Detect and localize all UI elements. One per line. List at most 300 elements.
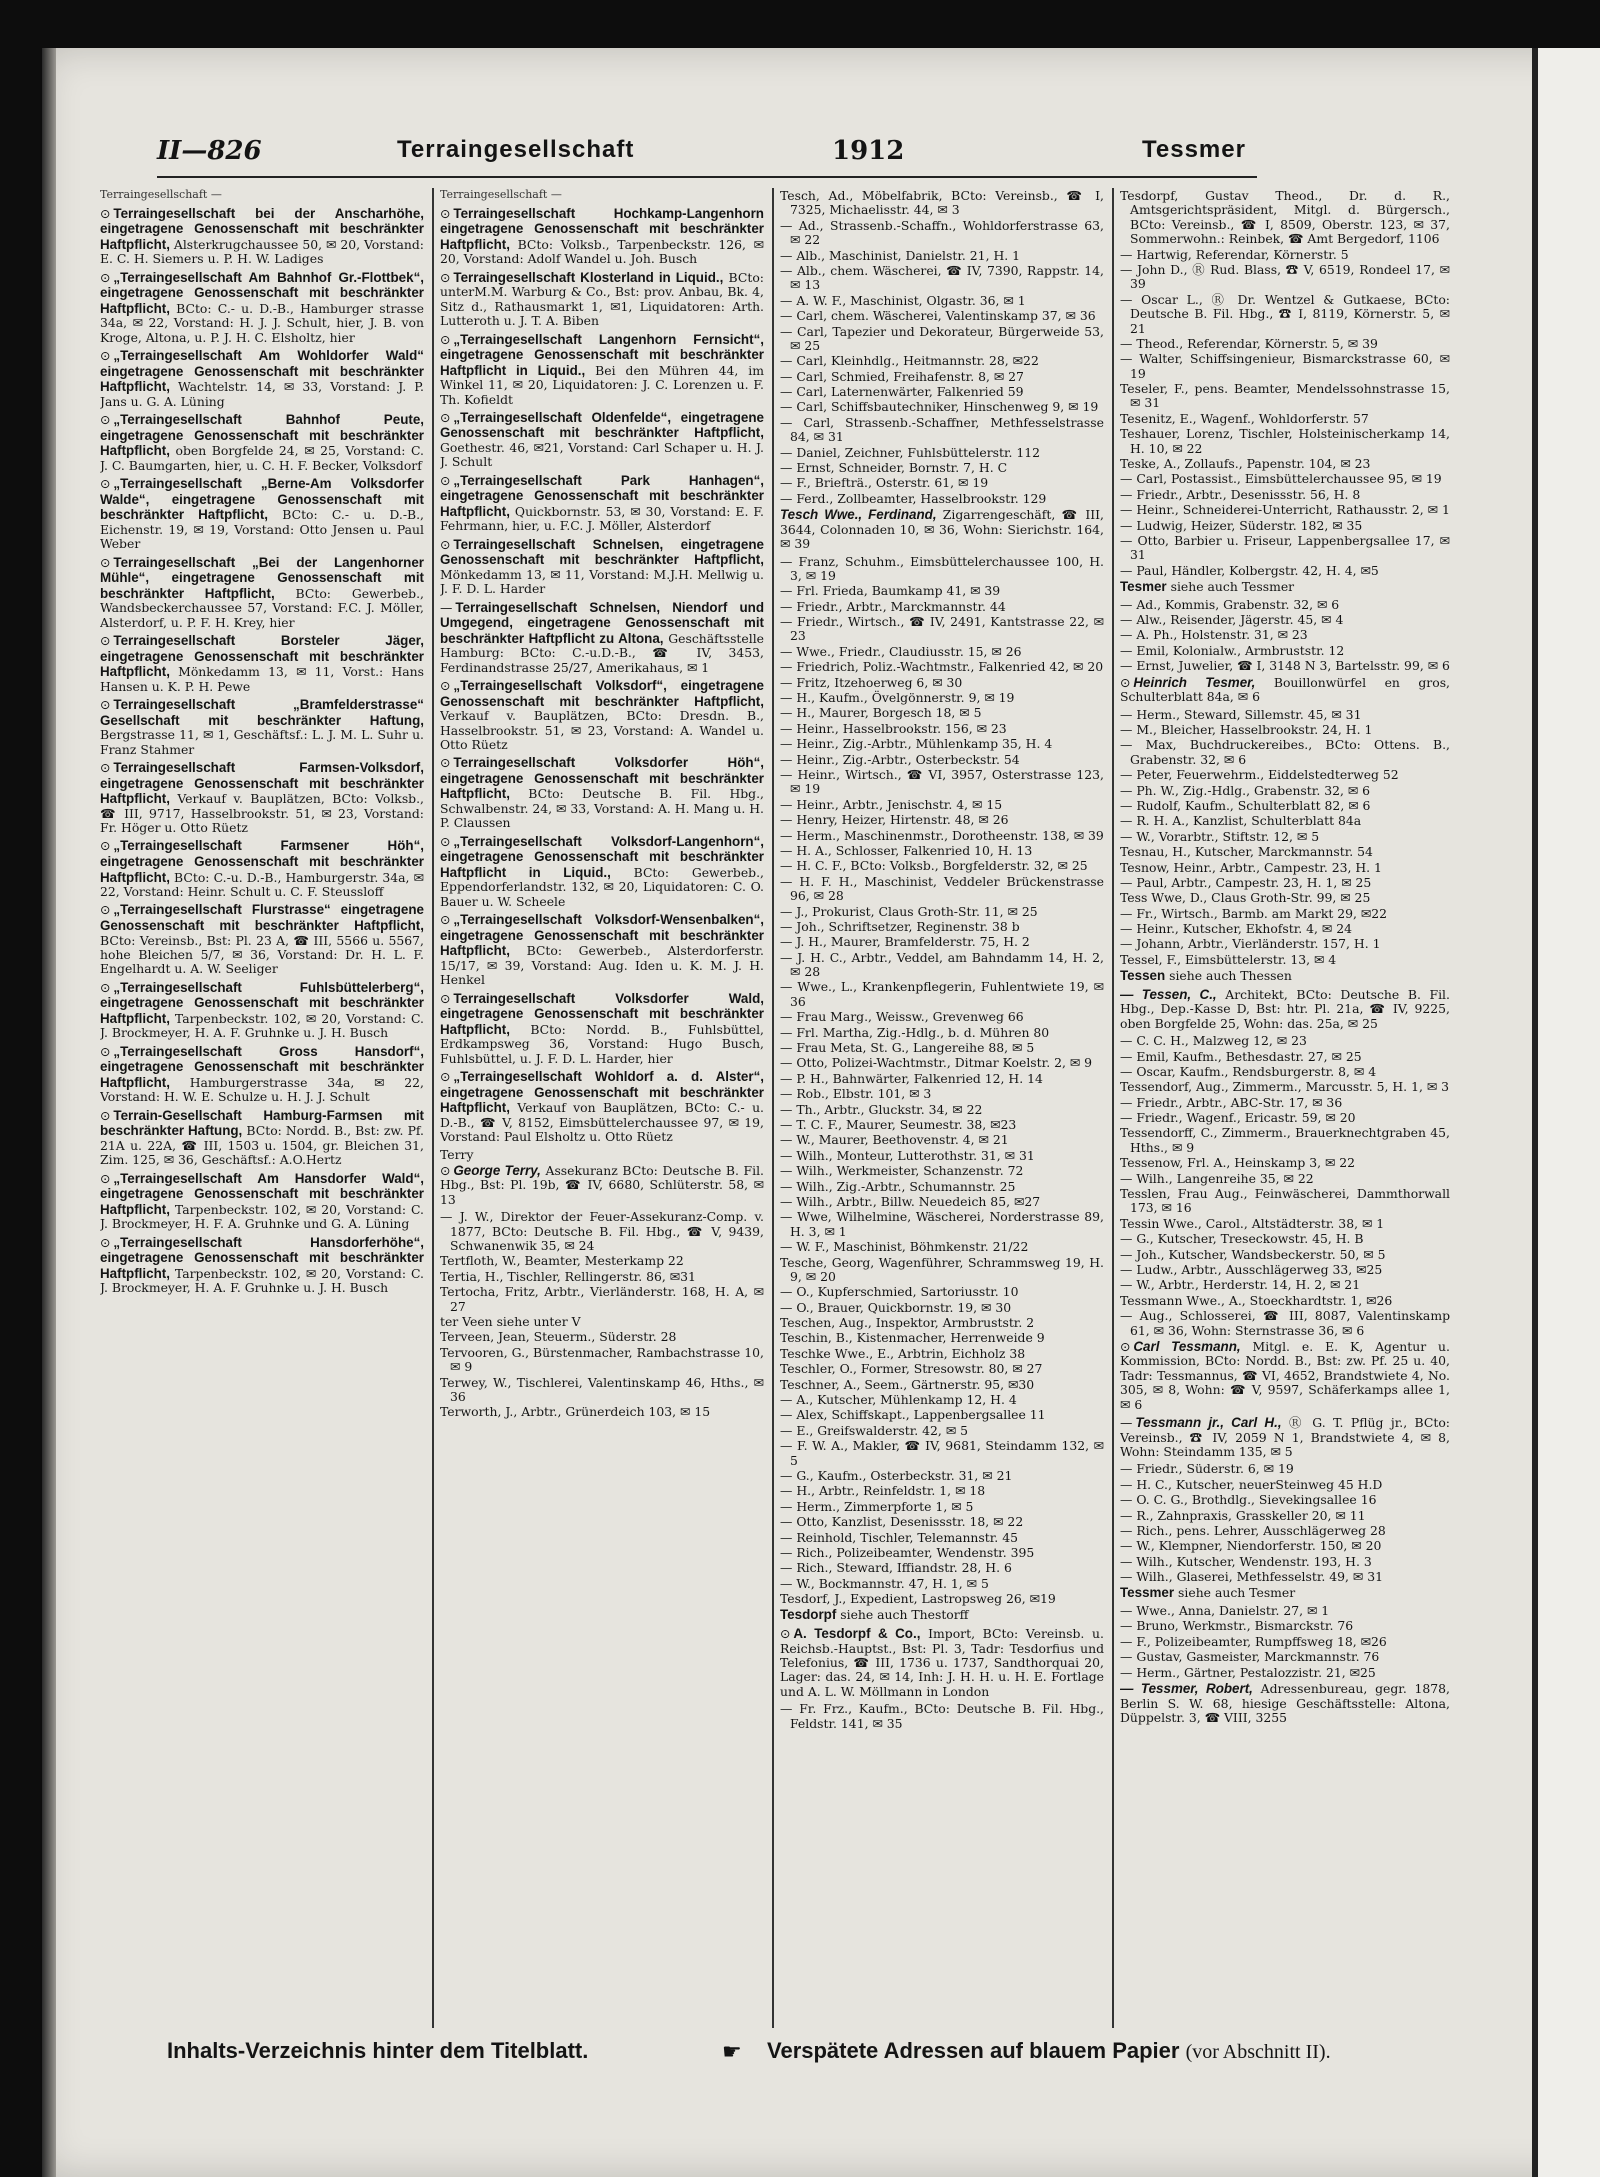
entry-details: Alsterkrugchaussee 50, ✉ 20, Vorstand: E. C. H. Siemers u. P. H. W. Ladiges (100, 236, 424, 267)
entry-details: — Herm., Zimmerpforte 1, ✉ 5 (780, 1498, 974, 1514)
entry-firm-name: „Terraingesellschaft Wohldorf a. d. Alster“, eingetragene Genossenschaft mit beschränkter Haftpflicht, (440, 1069, 764, 1116)
directory-entry (780, 813, 1104, 827)
directory-entry (1120, 644, 1450, 658)
directory-entry (780, 309, 1104, 323)
directory-entry (1120, 1635, 1450, 1649)
directory-entry (1120, 1156, 1450, 1170)
directory-entry (780, 416, 1104, 445)
entry-details: — E., Greifswalderstr. 42, ✉ 5 (780, 1422, 969, 1438)
directory-entry (1120, 907, 1450, 921)
directory-entry (780, 722, 1104, 736)
registered-firm-mark-icon: ⊙ (100, 412, 111, 428)
entry-firm-name: Terrain-Gesellschaft Hamburg-Farmsen mit beschränkter Haftung, (100, 1107, 424, 1139)
entry-firm-name: Carl Tessmann, (1133, 1338, 1241, 1354)
directory-entry (780, 859, 1104, 873)
entry-details: — Walter, Schiffsingenieur, Bismarckstrasse 60, ✉ 19 (1120, 351, 1450, 381)
entry-details: — Carl, Kleinhdlg., Heitmannstr. 28, ✉22 (780, 353, 1039, 369)
directory-entry (1120, 519, 1450, 533)
entry-details: — Ernst, Juwelier, ☎ I, 3148 N 3, Bartelsstr. 99, ✉ 6 (1120, 658, 1450, 674)
directory-entry (780, 1164, 1104, 1178)
registered-firm-mark-icon: ⊙ (100, 760, 111, 776)
registered-firm-mark-icon: ⊙ (100, 1107, 111, 1123)
directory-entry (780, 753, 1104, 767)
directory-entry (100, 1235, 424, 1296)
entry-details: — Carl, Strassenb.-Schaffner, Methfesselstrasse 84, ✉ 31 (780, 414, 1104, 445)
directory-entry (440, 1210, 764, 1253)
entry-details: — Heinr., Zig.-Arbtr., Osterbeckstr. 54 (780, 751, 1020, 767)
entry-details: Geschäftsstelle Hamburg: BCto: C.-u.D.-B., ☎ IV, 3453, Ferdinandstrasse 25/27, Amerikahaus, ✉ 1 (440, 630, 764, 675)
adjacent-page-edge (1532, 48, 1600, 2177)
entry-firm-name: „Terraingesellschaft Am Wohldorfer Wald“ eingetragene Genossenschaft mit beschränkter Haftpflicht, (100, 348, 424, 395)
directory-entry (780, 798, 1104, 812)
directory-entry (780, 1408, 1104, 1422)
registered-firm-mark-icon: ⊙ (100, 1043, 111, 1059)
footer-late-addresses-note (767, 2038, 1331, 2064)
entry-details: — Joh., Kutscher, Wandsbeckerstr. 50, ✉ 5 (1120, 1246, 1386, 1262)
directory-entry (1120, 1217, 1450, 1231)
entry-details: — Emil, Kolonialw., Armbruststr. 12 (1120, 642, 1345, 658)
entry-firm-name: Heinrich Tesmer, (1133, 674, 1256, 690)
entry-details: — H. A., Schlosser, Falkenried 10, H. 13 (780, 842, 1033, 858)
entry-details: — Friedr., Arbtr., Marckmannstr. 44 (780, 598, 1006, 614)
directory-entry (440, 1270, 764, 1284)
entry-details: — Carl, chem. Wäscherei, Valentinskamp 37, ✉ 36 (780, 308, 1096, 324)
entry-firm-name: — Tessmer, Robert, (1120, 1680, 1253, 1696)
entry-firm-name: „Terraingesellschaft Oldenfelde“, eingetragene Genossenschaft mit beschränkter Haftpflicht, (440, 409, 764, 441)
directory-entry (440, 755, 764, 830)
entry-details: BCto: Vereinsb., Bst: Pl. 23 A, ☎ III, 5566 u. 5567, hohe Bleichen 5/7, ✉ 36, Vorstand: Dr. H. L. F. Engelhardt u. A. W. Seeliger (100, 932, 424, 977)
directory-entry (780, 951, 1104, 980)
column-running-head: Terraingesellschaft — (440, 188, 562, 201)
directory-entry (780, 1702, 1104, 1731)
entry-details: Verkauf von Bauplätzen, BCto: C.- u. D.-B., ☎ V, 8152, Eimsbüttelerchaussee 97, ✉ 19, Vorstand: Paul Elsholtz u. Otto Rüetz (440, 1100, 764, 1145)
directory-entry (440, 1069, 764, 1144)
directory-entry (1120, 1050, 1450, 1064)
entry-details: — W., Arbtr., Herderstr. 14, H. 2, ✉ 21 (1120, 1277, 1361, 1293)
entry-details: Tarpenbeckstr. 102, ✉ 20, Vorstand: C. J. Brockmeyer, H. A. F. Gruhnke u. J. H. Busch (100, 1265, 424, 1296)
directory-entry (780, 1362, 1104, 1376)
entry-details: — Heinr., Wirtsch., ☎ VI, 3957, Osterstrasse 123, ✉ 19 (780, 767, 1104, 797)
entry-details: — G., Kutscher, Treseckowstr. 45, H. B (1120, 1231, 1364, 1247)
entry-details: Terwey, W., Tischlerei, Valentinskamp 46, Hths., ✉ 36 (440, 1374, 764, 1404)
directory-entry (1120, 1650, 1450, 1664)
entry-firm-name: Terraingesellschaft „Bei der Langenhorner Mühle“, eingetragene Genossenschaft mit beschränkter Haftpflicht, (100, 554, 424, 601)
entry-details: BCto: unterM.M. Warburg & Co., Bst: prov. Anbau, Bk. 4, Sitz d., Rathausmarkt 1, ✉1, Liquidatoren: Arth. Lutteroth u. J. T. A. Biben (440, 269, 764, 329)
entry-details: Terworth, J., Arbtr., Grünerdeich 103, ✉ 15 (440, 1404, 711, 1420)
directory-entry (780, 645, 1104, 659)
directory-entry (1120, 1619, 1450, 1633)
entry-details: — H., Kaufm., Övelgönnerstr. 9, ✉ 19 (780, 690, 1015, 706)
directory-entry (1120, 1065, 1450, 1079)
entry-firm-name: „Terraingesellschaft Flurstrasse“ eingetragene Genossenschaft mit beschränkter Haftpflicht, (100, 902, 424, 934)
entry-details: — A. Ph., Holstenstr. 31, ✉ 23 (1120, 627, 1308, 643)
registered-firm-mark-icon: ⊙ (100, 838, 111, 854)
registered-firm-mark-icon: ⊙ (100, 697, 111, 713)
entry-details: — Theod., Referendar, Körnerstr. 5, ✉ 39 (1120, 335, 1378, 351)
directory-entry (100, 1108, 424, 1168)
column-divider (432, 188, 434, 2028)
directory-entry (1120, 1555, 1450, 1569)
entry-details: — W., Klempner, Niendorferstr. 150, ✉ 20 (1120, 1538, 1382, 1554)
registered-firm-mark-icon: ⊙ (440, 269, 451, 285)
directory-entry (440, 912, 764, 987)
directory-entry (1120, 628, 1450, 642)
entry-details: BCto: C.-u. D.-B., Hamburgerstr. 34a, ✉ 22, Vorstand: Heinr. Schult u. C. F. Steussloff (100, 869, 424, 900)
entry-details: Verkauf v. Bauplätzen, BCto: Dresdn. B., Hasselbrookstr. 51, ✉ 23, Vorstand: A. Wandel u. Otto Rüetz (440, 708, 764, 752)
directory-entry (1120, 799, 1450, 813)
entry-details: — Rich., Polizeibeamter, Wendenstr. 395 (780, 1544, 1035, 1560)
directory-entry (780, 1256, 1104, 1285)
directory-entry (1120, 814, 1450, 828)
entry-details: siehe auch Tesmer (1178, 1585, 1296, 1601)
directory-entry (1120, 1034, 1450, 1048)
registered-firm-mark-icon: ⊙ (100, 205, 111, 221)
directory-entry (1120, 1263, 1450, 1277)
entry-details: — F., Polizeibeamter, Rumpffsweg 18, ✉26 (1120, 1633, 1387, 1649)
registered-firm-mark-icon: ⊙ (440, 755, 451, 771)
entry-details: — Henry, Heizer, Hirtenstr. 48, ✉ 26 (780, 812, 1009, 828)
registered-firm-mark-icon: ⊙ (440, 1162, 451, 1178)
entry-details: oben Borgfelde 24, ✉ 25, Vorstand: C. J. C. Baumgarten, hier, u. C. H. F. Becker, Volksdorf (100, 443, 424, 473)
entry-details: — Paul, Händler, Kolbergstr. 42, H. 4, ✉5 (1120, 562, 1379, 578)
entry-details: Tertocha, Fritz, Arbtr., Vierländerstr. 168, H. A, ✉ 27 (440, 1284, 764, 1314)
entry-details: Tarpenbeckstr. 102, ✉ 20, Vorstand: C. J. Brockmeyer, H. F. A. Gruhnke und G. A. Lüning (100, 1201, 424, 1232)
entry-details: — Alex, Schiffskapt., Lappenbergsallee 11 (780, 1407, 1046, 1423)
directory-entry (1120, 248, 1450, 262)
directory-page (42, 48, 1594, 2177)
entry-firm-name: Terraingesellschaft Borsteler Jäger, eingetragene Genossenschaft mit beschränkter Haftpflicht, (100, 633, 424, 680)
directory-entry (780, 219, 1104, 248)
entry-details: Tessel, F., Eimsbüttelerstr. 13, ✉ 4 (1120, 951, 1337, 967)
entry-firm-name: Terraingesellschaft Farmsen-Volksdorf, eingetragene Genossenschaft mit beschränkter Haftpflicht, (100, 760, 424, 807)
directory-entry (1120, 1309, 1450, 1338)
entry-details: — Franz, Schuhm., Eimsbüttelerchaussee 100, H. 3, ✉ 19 (780, 553, 1104, 583)
directory-entry (1120, 427, 1450, 456)
header-last-entry: Tessmer (1142, 136, 1246, 163)
entry-details: — H., Maurer, Borgesch 18, ✉ 5 (780, 705, 982, 721)
directory-entry (1120, 1096, 1450, 1110)
column-divider (1112, 188, 1114, 2028)
entry-details: Tervooren, G., Bürstenmacher, Rambachstrasse 10, ✉ 9 (440, 1344, 764, 1375)
entry-details: — Daniel, Zeichner, Fuhlsbüttelerstr. 112 (780, 444, 1041, 460)
entry-details: — O. C. G., Brothdlg., Sievekingsallee 16 (1120, 1492, 1377, 1508)
entry-details: — R., Zahnpraxis, Grasskeller 20, ✉ 11 (1120, 1507, 1366, 1523)
entry-details: Tesslen, Frau Aug., Feinwäscherei, Dammthorwall 173, ✉ 16 (1120, 1186, 1450, 1216)
directory-entry (440, 473, 764, 534)
entry-details: — Ferd., Zollbeamter, Hasselbrookstr. 129 (780, 490, 1047, 506)
directory-entry (1120, 293, 1450, 336)
entry-details: Tertia, H., Tischler, Rellingerstr. 86, ✉31 (440, 1268, 696, 1284)
directory-entry (780, 737, 1104, 751)
entry-details: — Herm., Steward, Sillemstr. 45, ✉ 31 (1120, 706, 1362, 722)
entry-details: — Wilh., Zig.-Arbtr., Schumannstr. 25 (780, 1178, 1016, 1194)
registered-firm-mark-icon: ⊙ (100, 979, 111, 995)
entry-details: — Gustav, Gasmeister, Marckmannstr. 76 (1120, 1649, 1380, 1665)
footer-late-addresses-text: Verspätete Adressen auf blauem Papier (767, 2038, 1180, 2063)
directory-entry (780, 920, 1104, 934)
directory-entry (1120, 1248, 1450, 1262)
entry-details: — Herm., Maschinenmstr., Dorotheenstr. 138, ✉ 39 (780, 827, 1104, 843)
column-4 (1120, 183, 1450, 2039)
directory-entry (780, 1592, 1104, 1606)
entry-details: Tessendorf, Aug., Zimmerm., Marcusstr. 5, H. 1, ✉ 3 (1120, 1079, 1450, 1095)
directory-entry (1120, 1570, 1450, 1584)
registered-firm-mark-icon: ⊙ (440, 1069, 451, 1085)
entry-details: — W., Vorarbtr., Stiftstr. 12, ✉ 5 (1120, 828, 1320, 844)
registered-firm-mark-icon: ⊙ (100, 902, 111, 918)
entry-details: — Carl, Schiffsbautechniker, Hinschenweg 9, ✉ 19 (780, 399, 1099, 415)
entry-details: — Heinr., Arbtr., Jenischstr. 4, ✉ 15 (780, 796, 1003, 812)
directory-entry (1120, 953, 1450, 967)
directory-entry (1120, 876, 1450, 890)
book-spine-shadow (42, 48, 56, 2177)
directory-entry (780, 1378, 1104, 1392)
entry-firm-name: „Terraingesellschaft Am Hansdorfer Wald“, eingetragene Genossenschaft mit beschränkter Haftpflicht, (100, 1170, 424, 1217)
entry-details: — Ph. W., Zig.-Hdlg., Grabenstr. 32, ✉ 6 (1120, 782, 1371, 798)
directory-entry (780, 1561, 1104, 1575)
directory-entry (440, 1163, 764, 1207)
directory-entry (440, 991, 764, 1066)
entry-firm-name: Terraingesellschaft Hochkamp-Langenhorn eingetragene Genossenschaft mit beschränkter Haftpflicht, (440, 205, 764, 252)
directory-entry (1120, 1278, 1450, 1292)
entry-details: — Frau Meta, St. G., Langereihe 88, ✉ 5 (780, 1040, 1035, 1056)
directory-entry (780, 1180, 1104, 1194)
directory-entry (780, 1118, 1104, 1132)
directory-entry (780, 584, 1104, 598)
entry-details: — Johann, Arbtr., Vierländerstr. 157, H. 1 (1120, 936, 1381, 952)
entry-details: — A. W. F., Maschinist, Olgastr. 36, ✉ 1 (780, 292, 1026, 308)
directory-entry (1120, 1172, 1450, 1186)
directory-entry (780, 446, 1104, 460)
registered-firm-mark-icon: ⊙ (100, 1170, 111, 1186)
directory-entry (780, 1316, 1104, 1330)
entry-details: Tesdorf, J., Expedient, Lastropsweg 26, ✉19 (780, 1591, 1056, 1607)
entry-details: — Wwe, Wilhelmine, Wäscherei, Norderstrasse 89, H. 3, ✉ 1 (780, 1209, 1104, 1239)
entry-details: Tesnau, H., Kutscher, Marckmannstr. 54 (1120, 844, 1373, 860)
entry-details: — Oscar L., Ⓡ Dr. Wentzel & Gutkaese, BCto: Deutsche B. Fil. Hbg., ☎ I, 8119, Körnerstr. 5, ✉ 21 (1120, 291, 1450, 336)
directory-entry (1120, 503, 1450, 517)
entry-details: — Wwe., Friedr., Claudiusstr. 15, ✉ 26 (780, 643, 1022, 659)
directory-entry (1120, 1478, 1450, 1492)
directory-entry (440, 1376, 764, 1405)
directory-entry (1120, 1604, 1450, 1618)
column-divider (772, 188, 774, 2028)
entry-details: — Friedr., Süderstr. 6, ✉ 19 (1120, 1461, 1294, 1477)
registered-firm-mark-icon: ⊙ (440, 833, 451, 849)
directory-entry (1120, 534, 1450, 563)
entry-details: — Frl. Frieda, Baumkamp 41, ✉ 39 (780, 583, 1001, 599)
directory-entry (1120, 382, 1450, 411)
entry-details: — Heinr., Kutscher, Ekhofstr. 4, ✉ 24 (1120, 921, 1352, 937)
directory-entry (1120, 723, 1450, 737)
entry-details: Tessin Wwe., Carol., Altstädterstr. 38, ✉ 1 (1120, 1215, 1385, 1231)
entry-firm-name: „Terraingesellschaft Volksdorf“, eingetragene Genossenschaft mit beschränkter Haftpflicht, (440, 678, 764, 709)
entry-details: — G., Kaufm., Osterbeckstr. 31, ✉ 21 (780, 1467, 1013, 1483)
directory-entry (780, 1515, 1104, 1529)
entry-details: Tertfloth, W., Beamter, Mesterkamp 22 (440, 1253, 684, 1269)
entry-details: — Carl, Postassist., Eimsbüttelerchaussee 95, ✉ 19 (1120, 471, 1442, 487)
entry-details: Tesenitz, E., Wagenf., Wohldorferstr. 57 (1120, 410, 1369, 426)
entry-details: — Friedr., Arbtr., ABC-Str. 17, ✉ 36 (1120, 1094, 1343, 1110)
registered-firm-mark-icon: ⊙ (440, 678, 451, 694)
entry-firm-name: Terraingesellschaft Klosterland in Liquid., (453, 269, 724, 285)
entry-details: — Herm., Gärtner, Pestalozzistr. 21, ✉25 (1120, 1664, 1376, 1680)
entry-details: Tessenow, Frl. A., Heinskamp 3, ✉ 22 (1120, 1155, 1356, 1171)
entry-firm-name: „Terraingesellschaft Hansdorferhöhe“, eingetragene Genossenschaft mit beschränkter Haftpflicht, (100, 1234, 424, 1281)
entry-details: — M., Bleicher, Hasselbrookstr. 24, H. 1 (1120, 721, 1373, 737)
entry-firm-name: „Terraingesellschaft Fuhlsbüttelerberg“, eingetragene Genossenschaft mit beschränkter Haftpflicht, (100, 979, 424, 1026)
entry-details: siehe auch Tessmer (1170, 579, 1295, 595)
entry-details: — Fr. Frz., Kaufm., BCto: Deutsche B. Fil. Hbg., Feldstr. 141, ✉ 35 (780, 1701, 1104, 1731)
directory-entry (1120, 457, 1450, 471)
entry-firm-name: Tessen (1120, 968, 1166, 984)
directory-entry (1120, 1232, 1450, 1246)
entry-firm-name: Tessmann jr., Carl H., (1135, 1415, 1282, 1431)
registered-firm-mark-icon: ⊙ (440, 472, 451, 488)
entry-details: Tesche, Georg, Wagenführer, Schrammsweg 19, H. 9, ✉ 20 (780, 1254, 1104, 1284)
entry-details: — T. C. F., Maurer, Seumestr. 38, ✉23 (780, 1116, 1017, 1132)
entry-firm-name: George Terry, (453, 1162, 541, 1178)
directory-entry (780, 1439, 1104, 1468)
entry-details: — Alw., Reisender, Jägerstr. 45, ✉ 4 (1120, 612, 1344, 628)
entry-details: — Otto, Kanzlist, Desenissstr. 18, ✉ 22 (780, 1514, 1024, 1530)
directory-entry (780, 370, 1104, 384)
pointing-hand-icon: ☛ (722, 2040, 742, 2065)
entry-firm-name: Tesch Wwe., Ferdinand, (780, 507, 937, 523)
entry-firm-name: „Terraingesellschaft Am Bahnhof Gr.-Flottbek“, eingetragene Genossenschaft mit beschränkter Haftpflicht, (100, 269, 424, 316)
entry-firm-name: Terraingesellschaft bei der Anscharhöhe, eingetragene Genossenschaft mit beschränkter Haftpflicht, (100, 205, 424, 252)
entry-details: — F. W. A., Makler, ☎ IV, 9681, Steindamm 132, ✉ 5 (780, 1438, 1104, 1468)
entry-details: BCto: C.- u. D.-B., Hamburger strasse 34a, ✉ 22, Vorstand: H. J. J. Schult, hier, J. B. von Kroge, Altona, u. P. J. H. C. Elsholtz, hier (100, 300, 424, 345)
entry-details: Teschner, A., Seem., Gärtnerstr. 95, ✉30 (780, 1376, 1035, 1392)
directory-entry (1120, 1080, 1450, 1094)
directory-entry (780, 1056, 1104, 1070)
header-first-entry: Terraingesellschaft (397, 136, 635, 163)
directory-entry (780, 1626, 1104, 1699)
footer-index-note: Inhalts-Verzeichnis hinter dem Titelblatt. (167, 2038, 589, 2063)
entry-details: — Paul, Arbtr., Campestr. 23, H. 1, ✉ 25 (1120, 874, 1372, 890)
entry-details: Teshauer, Lorenz, Tischler, Holsteinischerkamp 14, H. 10, ✉ 22 (1120, 426, 1450, 456)
entry-details: — H., Arbtr., Reinfeldstr. 1, ✉ 18 (780, 1483, 986, 1499)
entry-details: Mönkedamm 13, ✉ 11, Vorst.: Hans Hansen u. K. P. H. Pewe (100, 664, 424, 694)
column-running-head: Terraingesellschaft — (100, 188, 222, 201)
entry-details: — Hartwig, Referendar, Körnerstr. 5 (1120, 246, 1349, 262)
entry-details: Tessendorff, C., Zimmerm., Brauerknechtgraben 45, Hths., ✉ 9 (1120, 1125, 1450, 1155)
entry-details: — Th., Arbtr., Gluckstr. 34, ✉ 22 (780, 1101, 983, 1117)
directory-entry (780, 1484, 1104, 1498)
footer-section-note: (vor Abschnitt II). (1185, 2041, 1331, 2063)
entry-details: Tarpenbeckstr. 102, ✉ 20, Vorstand: C. J. Brockmeyer, H. A. F. Gruhnke u. J. H. Busch (100, 1010, 424, 1041)
directory-entry (1120, 659, 1450, 673)
directory-entry (780, 1285, 1104, 1299)
entry-details: BCto: Gewerbeb., Alsterdorferstr. 15/17, ✉ 39, Vorstand: Aug. Iden u. K. M. J. H. Henkel (440, 943, 764, 988)
entry-firm-name: Tesmer (1120, 579, 1167, 595)
entry-details: siehe auch Thessen (1169, 968, 1292, 984)
registered-firm-mark-icon: ⊙ (440, 536, 451, 552)
directory-entry (1120, 675, 1450, 705)
entry-details: — Ludw., Arbtr., Ausschlägerweg 33, ✉25 (1120, 1261, 1383, 1277)
entry-details: Hamburgerstrasse 34a, ✉ 22, Vorstand: H. W. E. Schulze u. H. J. J. Schult (100, 1074, 424, 1105)
entry-details: siehe auch Thestorff (840, 1607, 969, 1623)
directory-entry (100, 555, 424, 630)
directory-entry (1120, 1509, 1450, 1523)
directory-entry (100, 902, 424, 976)
directory-entry (1120, 968, 1450, 984)
directory-entry (100, 412, 424, 473)
directory-entry (1120, 861, 1450, 875)
directory-entry (1120, 564, 1450, 578)
directory-entry (1120, 784, 1450, 798)
entry-details: — Otto, Barbier u. Friseur, Lappenbergsallee 17, ✉ 31 (1120, 532, 1450, 563)
registered-firm-mark-icon: ⊙ (440, 912, 451, 928)
entry-details: — Ernst, Schneider, Bornstr. 7, H. C (780, 460, 1008, 476)
directory-entry (780, 1010, 1104, 1024)
directory-entry (780, 1500, 1104, 1514)
entry-details: — Bruno, Werkmstr., Bismarckstr. 76 (1120, 1618, 1354, 1634)
directory-entry (780, 1347, 1104, 1361)
directory-entry (1120, 412, 1450, 426)
entry-details: — Ad., Kommis, Grabenstr. 32, ✉ 6 (1120, 596, 1340, 612)
directory-entry (780, 189, 1104, 218)
column-2 (440, 183, 764, 2039)
entry-details: — O., Brauer, Quickbornstr. 19, ✉ 30 (780, 1299, 1012, 1315)
entry-details: Mönkedamm 13, ✉ 11, Vorstand: M.J.H. Mellwig u. J. F. D. L. Harder (440, 566, 764, 597)
directory-entry (1120, 1681, 1450, 1725)
entry-details: — Carl, Schmied, Freihafenstr. 8, ✉ 27 (780, 368, 1024, 384)
entry-details: Teschke Wwe., E., Arbtrin, Eichholz 38 (780, 1345, 1026, 1361)
directory-entry (100, 633, 424, 694)
directory-entry (1120, 845, 1450, 859)
directory-entry (440, 270, 764, 329)
directory-entry (100, 270, 424, 345)
entry-details: — Friedr., Arbtr., Desenissstr. 56, H. 8 (1120, 486, 1361, 502)
directory-entry (780, 264, 1104, 293)
directory-entry (780, 1331, 1104, 1345)
entry-details: BCto: Volksb., Tarpenbeckstr. 126, ✉ 20, Vorstand: Adolf Wandel u. Joh. Busch (440, 236, 764, 267)
entry-details: Assekuranz BCto: Deutsche B. Fil. Hbg., Bst: Pl. 19b, ☎ IV, 6680, Schlüterstr. 58, ✉13 (440, 1162, 764, 1207)
page-number: II—826 (157, 136, 262, 166)
directory-entry (1120, 1415, 1450, 1459)
entry-details: ter Veen siehe unter V (440, 1313, 581, 1329)
directory-entry (780, 829, 1104, 843)
directory-entry (1120, 1126, 1450, 1155)
directory-entry (1120, 352, 1450, 381)
entry-details: Bergstrasse 11, ✉ 1, Geschäftsf.: L. J. M. L. Suhr u. Franz Stahmer (100, 727, 424, 757)
entry-details: — Frl. Martha, Zig.-Hdlg., b. d. Mühren 80 (780, 1024, 1050, 1040)
directory-entry (1120, 1524, 1450, 1538)
directory-entry (440, 537, 764, 597)
entry-details: — Max, Buchdruckereibes., BCto: Ottens. B., Grabenstr. 32, ✉ 6 (1120, 737, 1450, 767)
entry-details: Tessmann Wwe., A., Stoeckhardtstr. 1, ✉26 (1120, 1292, 1393, 1308)
directory-entry (440, 1346, 764, 1375)
entry-details: Tesnow, Heinr., Arbtr., Campestr. 23, H. 1 (1120, 859, 1382, 875)
entry-details: Mitgl. e. E. K, Agentur u. Kommission, BCto: Nordd. B., Bst: zw. Pf. 25 u. 40, Tadr: Tessmannus, ☎ VI, 4652, Brandstwiete 4, No. 305, ✉ 8, Wohn: ☎ V, 9597, Schäferkamps allee 1, ✉ 6 (1120, 1338, 1450, 1412)
entry-firm-name: Terraingesellschaft Volksdorfer Höh“, eingetragene Genossenschaft mit beschränkter Haftpflicht, (440, 755, 764, 802)
directory-entry (1120, 1666, 1450, 1680)
entry-details: — Reinhold, Tischler, Telemannstr. 45 (780, 1529, 1018, 1545)
directory-entry (1120, 579, 1450, 595)
directory-entry (440, 1254, 764, 1268)
directory-entry (780, 875, 1104, 904)
entry-firm-name: A. Tesdorpf & Co., (793, 1626, 921, 1642)
entry-details: — Friedr., Wirtsch., ☎ IV, 2491, Kantstrasse 22, ✉ 23 (780, 614, 1104, 644)
directory-entry (780, 555, 1104, 584)
directory-entry (1120, 937, 1450, 951)
directory-entry (100, 760, 424, 835)
entry-details: — Alb., chem. Wäscherei, ☎ IV, 7390, Rappstr. 14, ✉ 13 (780, 262, 1104, 293)
directory-entry (780, 1424, 1104, 1438)
entry-dash: — (440, 599, 453, 615)
